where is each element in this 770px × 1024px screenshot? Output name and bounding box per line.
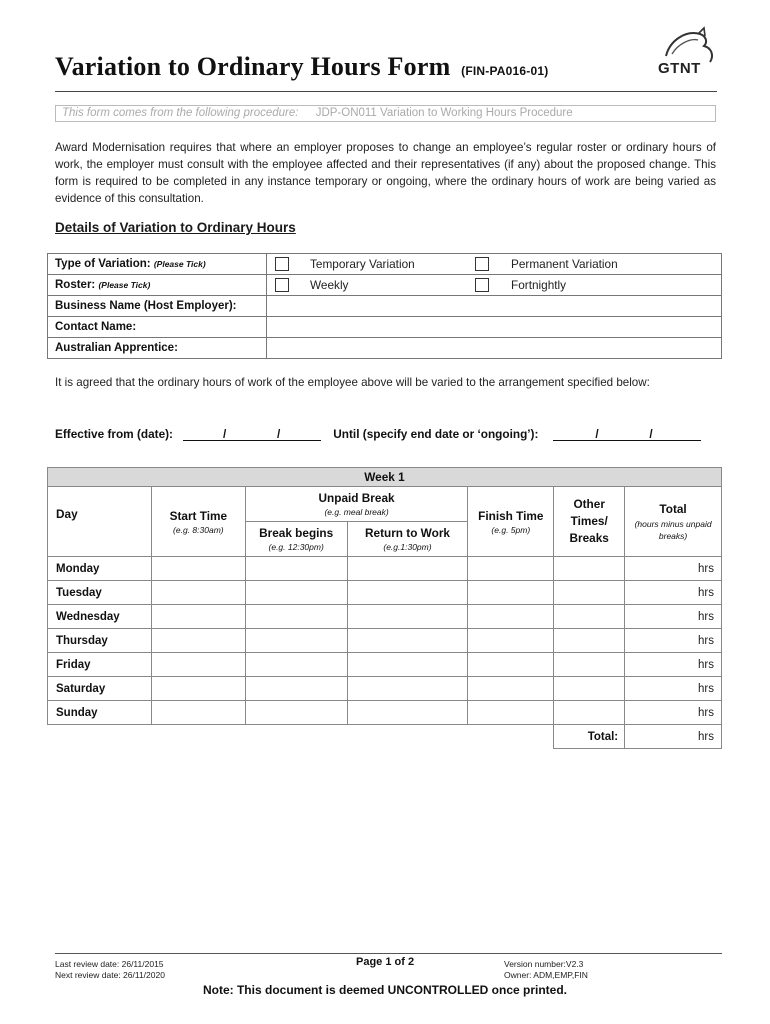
break-begins-cell[interactable] bbox=[245, 581, 347, 605]
apprentice-row bbox=[48, 338, 722, 359]
start-time-cell[interactable] bbox=[151, 581, 245, 605]
return-to-work-cell[interactable] bbox=[347, 581, 468, 605]
until-date-field[interactable] bbox=[553, 427, 701, 441]
finish-time-cell[interactable] bbox=[468, 677, 554, 701]
next-review-date: Next review date: 26/11/2020 bbox=[55, 970, 165, 980]
unpaid-break-example: (e.g. meal break) bbox=[324, 507, 389, 517]
gtnt-logo bbox=[648, 26, 718, 88]
contact-name-field[interactable] bbox=[267, 317, 722, 338]
form-title bbox=[55, 52, 548, 82]
details-table bbox=[47, 253, 722, 359]
break-begins-text: Break begins bbox=[259, 526, 334, 540]
finish-time-text: Finish Time bbox=[478, 508, 544, 523]
weekly-label: Weekly bbox=[310, 278, 349, 292]
roster-options-cell bbox=[267, 275, 722, 296]
total-header bbox=[625, 487, 722, 557]
return-to-work-cell[interactable] bbox=[347, 653, 468, 677]
break-begins-cell[interactable] bbox=[245, 557, 347, 581]
start-time-example: (e.g. 8:30am) bbox=[173, 524, 224, 535]
return-to-work-text: Return to Work bbox=[364, 526, 450, 540]
total-hours-cell[interactable]: hrs bbox=[625, 605, 722, 629]
return-to-work-cell[interactable] bbox=[347, 677, 468, 701]
apprentice-field[interactable] bbox=[267, 338, 722, 359]
start-time-header bbox=[151, 487, 245, 557]
table-row bbox=[48, 629, 722, 653]
date-slash: / bbox=[595, 427, 599, 441]
total-label: Total: bbox=[554, 725, 625, 749]
return-to-work-cell[interactable] bbox=[347, 605, 468, 629]
type-of-variation-row bbox=[48, 254, 722, 275]
day-label: Sunday bbox=[48, 701, 152, 725]
date-line bbox=[55, 427, 701, 441]
uncontrolled-note: Note: This document is deemed UNCONTROLLED once printed. bbox=[202, 983, 568, 997]
permanent-variation-label: Permanent Variation bbox=[511, 257, 618, 271]
break-begins-cell[interactable] bbox=[245, 653, 347, 677]
other-times-cell[interactable] bbox=[554, 557, 625, 581]
break-begins-cell[interactable] bbox=[245, 605, 347, 629]
table-row bbox=[48, 701, 722, 725]
agreement-text: It is agreed that the ordinary hours of work of the employee above will be varied to the arrangement specified below: bbox=[55, 376, 650, 389]
other-times-cell[interactable] bbox=[554, 629, 625, 653]
roster-hint: (Please Tick) bbox=[98, 280, 151, 290]
apprentice-label: Australian Apprentice: bbox=[48, 338, 267, 359]
return-to-work-example: (e.g.1:30pm) bbox=[383, 542, 432, 552]
business-name-row bbox=[48, 296, 722, 317]
total-hours-cell[interactable]: hrs bbox=[625, 701, 722, 725]
day-label: Tuesday bbox=[48, 581, 152, 605]
other-times-cell[interactable] bbox=[554, 653, 625, 677]
page-number: Page 1 of 2 bbox=[356, 956, 415, 968]
table-row bbox=[48, 677, 722, 701]
return-to-work-cell[interactable] bbox=[347, 701, 468, 725]
total-hours-cell[interactable]: hrs bbox=[625, 677, 722, 701]
finish-time-cell[interactable] bbox=[468, 629, 554, 653]
finish-time-cell[interactable] bbox=[468, 605, 554, 629]
last-review-date: Last review date: 26/11/2015 bbox=[55, 959, 164, 969]
form-title-text: Variation to Ordinary Hours Form bbox=[55, 52, 451, 81]
business-name-label: Business Name (Host Employer): bbox=[48, 296, 267, 317]
fortnightly-checkbox[interactable] bbox=[475, 278, 489, 292]
roster-label-text: Roster: bbox=[55, 279, 96, 291]
version-info bbox=[504, 959, 588, 981]
weekly-checkbox[interactable] bbox=[275, 278, 289, 292]
type-options-cell bbox=[267, 254, 722, 275]
finish-time-cell[interactable] bbox=[468, 581, 554, 605]
other-times-header: Other Times/ Breaks bbox=[554, 487, 625, 557]
type-label-text: Type of Variation: bbox=[55, 258, 151, 270]
document-owner: Owner: ADM,EMP,FIN bbox=[504, 970, 588, 980]
finish-time-cell[interactable] bbox=[468, 701, 554, 725]
start-time-cell[interactable] bbox=[151, 701, 245, 725]
table-row bbox=[48, 557, 722, 581]
logo-swoosh-icon bbox=[648, 26, 718, 88]
start-time-cell[interactable] bbox=[151, 653, 245, 677]
total-example: (hours minus unpaid breaks) bbox=[634, 518, 712, 541]
other-times-cell[interactable] bbox=[554, 581, 625, 605]
procedure-label: This form comes from the following procedure: bbox=[62, 107, 299, 119]
effective-from-date-field[interactable] bbox=[183, 427, 321, 441]
start-time-cell[interactable] bbox=[151, 629, 245, 653]
grand-total-cell[interactable]: hrs bbox=[625, 725, 722, 749]
intro-paragraph: Award Modernisation requires that where an employer proposes to change an employee’s regular roster or ordinary hours of work, the employer must consult with the employee affected and their representatives (if any) about the proposed change. This form is required to be completed in any instance temporary or ongoing, where the ordinary hours of work are being varied as evidence of this consultation. bbox=[55, 141, 716, 205]
temporary-variation-label: Temporary Variation bbox=[310, 257, 415, 271]
return-to-work-header bbox=[347, 522, 468, 557]
table-row bbox=[48, 653, 722, 677]
total-text: Total bbox=[659, 501, 687, 516]
break-begins-cell[interactable] bbox=[245, 701, 347, 725]
day-label: Wednesday bbox=[48, 605, 152, 629]
fortnightly-label: Fortnightly bbox=[511, 278, 567, 292]
day-label: Monday bbox=[48, 557, 152, 581]
roster-row bbox=[48, 275, 722, 296]
day-label: Thursday bbox=[48, 629, 152, 653]
logo-text: GTNT bbox=[658, 60, 701, 77]
start-time-text: Start Time bbox=[169, 508, 228, 523]
procedure-reference bbox=[55, 105, 716, 122]
finish-time-cell[interactable] bbox=[468, 557, 554, 581]
date-slash: / bbox=[649, 427, 653, 441]
finish-time-example: (e.g. 5pm) bbox=[491, 524, 531, 535]
finish-time-header bbox=[468, 487, 554, 557]
break-begins-cell[interactable] bbox=[245, 677, 347, 701]
date-slash: / bbox=[223, 427, 227, 441]
details-heading: Details of Variation to Ordinary Hours bbox=[55, 220, 296, 235]
footer-divider bbox=[55, 953, 722, 954]
effective-from-label: Effective from (date): bbox=[55, 427, 173, 441]
week-heading: Week 1 bbox=[48, 468, 722, 487]
title-divider bbox=[55, 91, 717, 92]
other-times-cell[interactable] bbox=[554, 677, 625, 701]
break-begins-header bbox=[245, 522, 347, 557]
return-to-work-cell[interactable] bbox=[347, 557, 468, 581]
date-slash: / bbox=[277, 427, 281, 441]
total-row bbox=[48, 725, 722, 749]
table-row bbox=[48, 581, 722, 605]
total-hours-cell[interactable]: hrs bbox=[625, 581, 722, 605]
form-code: (FIN-PA016-01) bbox=[461, 64, 549, 78]
total-hours-cell[interactable]: hrs bbox=[625, 629, 722, 653]
contact-name-label: Contact Name: bbox=[48, 317, 267, 338]
review-dates bbox=[55, 959, 165, 981]
return-to-work-cell[interactable] bbox=[347, 629, 468, 653]
total-hours-cell[interactable]: hrs bbox=[625, 557, 722, 581]
table-row bbox=[48, 605, 722, 629]
roster-label bbox=[48, 275, 267, 296]
break-begins-cell[interactable] bbox=[245, 629, 347, 653]
until-label: Until (specify end date or ‘ongoing’): bbox=[333, 427, 539, 441]
finish-time-cell[interactable] bbox=[468, 653, 554, 677]
total-spacer bbox=[48, 725, 554, 749]
start-time-cell[interactable] bbox=[151, 557, 245, 581]
day-label: Friday bbox=[48, 653, 152, 677]
total-hours-cell[interactable]: hrs bbox=[625, 653, 722, 677]
type-hint: (Please Tick) bbox=[153, 259, 206, 269]
day-label: Saturday bbox=[48, 677, 152, 701]
other-times-cell[interactable] bbox=[554, 701, 625, 725]
unpaid-break-header bbox=[245, 487, 468, 522]
version-number: Version number:V2.3 bbox=[504, 959, 584, 969]
unpaid-break-text: Unpaid Break bbox=[318, 491, 395, 505]
start-time-cell[interactable] bbox=[151, 605, 245, 629]
contact-name-row bbox=[48, 317, 722, 338]
other-times-cell[interactable] bbox=[554, 605, 625, 629]
start-time-cell[interactable] bbox=[151, 677, 245, 701]
type-of-variation-label bbox=[48, 254, 267, 275]
procedure-value: JDP-ON011 Variation to Working Hours Procedure bbox=[315, 107, 573, 119]
break-begins-example: (e.g. 12:30pm) bbox=[268, 542, 324, 552]
business-name-field[interactable] bbox=[267, 296, 722, 317]
temporary-variation-checkbox[interactable] bbox=[275, 257, 289, 271]
day-column-header: Day bbox=[48, 487, 152, 557]
hours-table bbox=[47, 467, 722, 749]
permanent-variation-checkbox[interactable] bbox=[475, 257, 489, 271]
